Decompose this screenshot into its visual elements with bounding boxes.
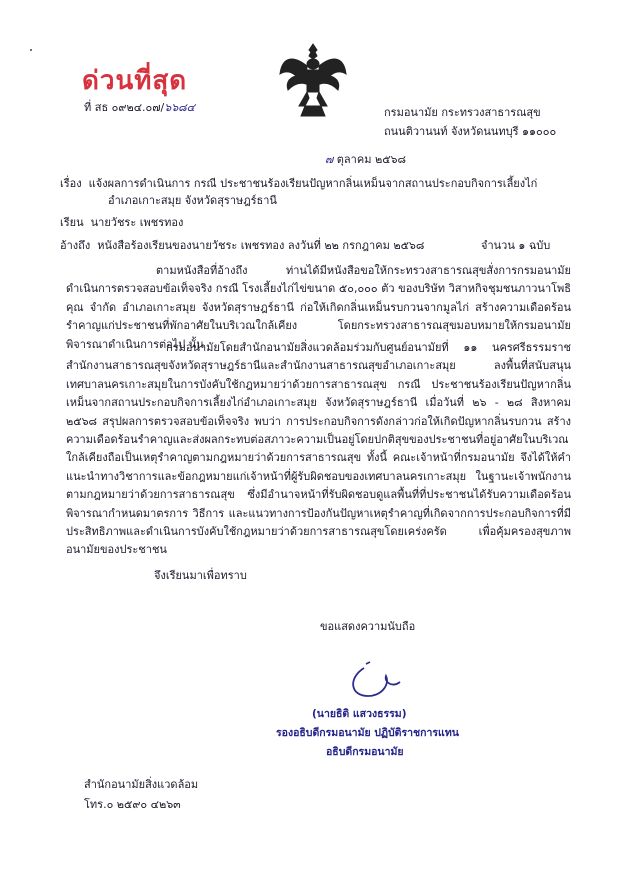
letter-date: [325, 153, 406, 167]
subject-line-2: อำเภอเกาะสมุย จังหวัดสุราษฎร์ธานี: [108, 194, 277, 207]
salutation: [60, 216, 183, 230]
subject-line-1: [60, 177, 537, 191]
signer-position-2: อธิบดีกรมอนามัย: [326, 746, 404, 758]
subject-text: แจ้งผลการดำเนินการ กรณี ประชาชนร้องเรียนปัญหากลิ่นเหม็นจากสถานประกอบกิจการเลี้ยงไก่: [88, 177, 538, 190]
salutation-label: เรียน: [60, 216, 84, 229]
reference-text: หนังสือร้องเรียนของนายวัชระ เพชรทอง ลงวันที่ ๒๒ กรกฎาคม ๒๕๖๘: [97, 239, 425, 252]
garuda-emblem: [278, 40, 348, 122]
urgent-stamp: ด่วนที่สุด: [82, 66, 188, 96]
reference-prefix: ที่ สธ ๐๙๒๔.๐๗/: [84, 101, 165, 114]
paragraph-2: กรมอนามัยโดยสำนักอนามัยสิ่งแวดล้อมร่วมกับศูนย์อนามัยที่ ๑๑ นครศรีธรรมราช สำนักงานสาธารณสุขจังหวัดสุราษฎร์ธานีและสำนักงานสาธารณสุขอำเภอเกาะสมุย ลงพื้นที่สนับสนุนเทศบาลนครเกาะสมุยในการบังคับใช้กฎหมายว่าด้วยการสาธารณสุข กรณี ประชาชนร้องเรียนปัญหากลิ่นเหม็นจากสถานประกอบกิจการเลี้ยงไก่อำเภอเกาะสมุย จังหวัดสุราษฎร์ธานี เมื่อวันที่ ๒๖ - ๒๘ สิงหาคม ๒๕๖๘ สรุปผลการตรวจสอบข้อเท็จจริง พบว่า การประกอบกิจการดังกล่าวก่อให้เกิดปัญหากลิ่นรบกวน สร้างความเดือดร้อนรำคาญและส่งผลกระทบต่อสภาวะความเป็นอยู่โดยปกติสุขของประชาชนที่อยู่อาศัยในบริเวณใกล้เคียงถือเป็นเหตุรำคาญตามกฎหมายว่าด้วยการสาธารณสุข ทั้งนี้ คณะเจ้าหน้าที่กรมอนามัย จึงได้ให้คำแนะนำทางวิชาการและข้อกฎหมายแก่เจ้าหน้าที่ผู้รับผิดชอบของเทศบาลนครเกาะสมุย ในฐานะเจ้าพนักงานตามกฎหมายว่าด้วยการสาธารณสุข ซึ่งมีอำนาจหน้าที่รับผิดชอบดูแลพื้นที่ที่ประชาชนได้รับความเดือดร้อน พิจารณากำหนดมาตรการ วิธีการ และแนวทางการป้องกันปัญหาเหตุรำคาญที่เกิดจากการประกอบกิจการที่มีประสิทธิภาพและดำเนินการบังคับใช้กฎหมายว่าด้วยการสาธารณสุขโดยเคร่งครัด เพื่อคุ้มครองสุขภาพอนามัยของประชาชน: [66, 341, 571, 557]
reference-label: อ้างถึง: [60, 239, 91, 252]
department-name: สำนักอนามัยสิ่งแวดล้อม: [84, 778, 199, 791]
signer-position-1: รองอธิบดีกรมอนามัย ปฏิบัติราชการแทน: [276, 727, 459, 739]
org-address: ถนนติวานนท์ จังหวัดนนทบุรี ๑๑๐๐๐: [384, 125, 557, 138]
handwritten-signature: [346, 660, 406, 702]
telephone: โทร.๐ ๒๕๙๐ ๔๒๖๓: [84, 798, 181, 811]
signer-name: (นายธิติ แสวงธรรม): [312, 708, 407, 720]
paragraph-1: ตามหนังสือที่อ้างถึง ท่านได้มีหนังสือขอให้กระทรวงสาธารณสุขสั่งการกรมอนามัย ดำเนินการตรวจสอบข้อเท็จจริง กรณี โรงเลี้ยงไก่ไข่ขนาด ๕๐,๐๐๐ ตัว ของบริษัท วิสาหกิจชุมชนภาวนาโพธิคุณ จำกัด อำเภอเกาะสมุย จังหวัดสุราษฎร์ธานี ก่อให้เกิดกลิ่นเหม็นรบกวนจากมูลไก่ สร้างความเดือดร้อนรำคาญแก่ประชาชนที่พักอาศัยในบริเวณใกล้เคียง โดยกระทรวงสาธารณสุขมอบหมายให้กรมอนามัยพิจารณาดำเนินการต่อไป นั้น: [66, 264, 571, 351]
copies-count: จำนวน ๑ ฉบับ: [481, 239, 551, 252]
reference-line: [60, 239, 424, 253]
reference-handwritten: ๖๖๘๔: [164, 101, 195, 114]
date-day-handwritten: ๗: [325, 153, 334, 166]
recipient-name: นายวัชระ เพชรทอง: [90, 216, 184, 229]
reference-number: [84, 101, 195, 115]
date-month-year: ตุลาคม ๒๕๖๘: [336, 153, 406, 166]
org-name: กรมอนามัย กระทรวงสาธารณสุข: [384, 106, 541, 119]
speck: [30, 49, 32, 51]
closing-line: จึงเรียนมาเพื่อทราบ: [154, 569, 247, 582]
subject-label: เรื่อง: [60, 177, 82, 190]
regards-line: ขอแสดงความนับถือ: [320, 620, 416, 633]
